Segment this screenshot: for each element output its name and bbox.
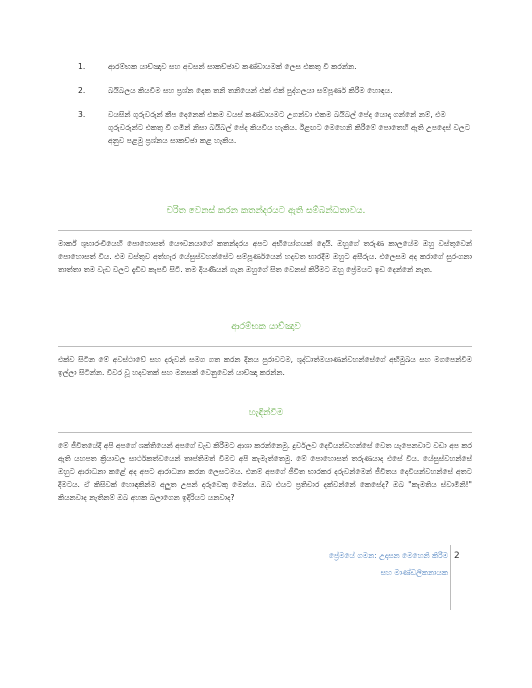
footer-subtitle: සහ මාණ්ඩලිකනායක [380,568,448,577]
section-divider [58,346,472,347]
section-heading-opening-prayer: ආරම්භක යාච්ඤාව [231,322,301,332]
list-item [74,60,474,73]
list-number: 3. [78,110,86,119]
list-text: ආරම්භක යාච්ඤාව සහ අවසන් සාකච්ඡාව කණ්ඩායමක් ලෙස එකතු වී කරන්න. [108,62,357,71]
section-body-story-connection: මාර්ක් ශුභාරංචියෙහි පොහොසත් යෞවනයාගේ කතන්දරය අපට අභියෝගයක් දෙයි. ඔහුගේ තරුණ කාලයේම ඔහු වස්තුවෙන් පොහොසත් විය. එම වස්තුව අත්හැර යේසුස්වහන්සේට සම්පූර්ණයෙන් හදවත භාරදීම ඔහුට අසීරුය. එලෙසම අද කරාගේ සුරංගනා තාත්තා තම වැඩ වලට දැඩිව කැපවී සිටී. තම දියණියන් ගැන ඔහුගේ සිත වෙනස් කිරීමට ඔහු ප්‍රේමයට ඉඩ දෙන්නේ නැත. [58,239,472,274]
footer-title: ප්‍රේමයේ ගමන: උදාසන මෙහෙනි කිරීම [328,551,448,560]
section-heading-introduction: හැඳින්වීම [248,408,284,418]
section-divider [58,432,472,433]
list-number: 1. [78,62,86,71]
page-number: 2 [454,551,460,561]
section-body-opening-prayer: එක්ව සිටින මේ අවස්ථාවේ සහ දරුවන් සමග ගත කරන දිනය පුරාවටම, ශුද්ධාත්මයාණන්වහන්සේගේ අභිමුඛය සහ මගපෙන්වීම ඉල්ලා සිටින්න. විවර වූ හදවතක් සහ මනසක් වෙනුවෙන් යාච්ඤා කරන්න. [58,355,472,377]
instruction-list [74,60,474,158]
footer-divider [450,545,451,610]
list-item [74,84,474,97]
list-number: 2. [78,86,86,95]
list-item [74,108,474,147]
section-heading-story-connection: චරිත වෙනස් කරන කතන්දරයට ඇති සම්බන්ධතාවය. [166,206,366,216]
list-text: වයසින් ගුරුවරුන් කීප දෙනෙක් එකම වයස් කණ්ඩායමට උගන්වා එකම බයිබල් පේද යොදා ගන්නේ නම්, එම ගුරුවරුන්ට එකතු වී ගමින් නිසා බයිබල් පේද කියවිය හැකිය. ඊළඟට මෙහෙනි කිරීමේ පොතෙහි ඇති උපදෙස් වලට අනුව පළමු ප්‍රශ්නය සාකච්ඡා කළ හැකිය. [108,110,471,145]
section-body-introduction: මේ ජීවිතයේදී අපි අපගේ ශක්තියෙන් අපගේ වැඩ කිරීමට ආශා කරන්නෙමු. දුර්වලව දෙවියන්වහන්සේ වෙත යැපෙනවාට වඩා අප කර ඇති යහපත ක්‍රියාවල සාර්ථකත්වයෙන් තෘප්තිමත් වීමට අපි කැමැත්තෙමු. මේ පොහොසත් තරුණයාද එසේ විය. යේසුස්වහන්සේ ඔහුට ආරාධනා කළේ අද අපට ආරාධනා කරන ලෙසටමය. එනම් අපගේ ජීවිත භාරකර දරුවන්මෙන් ජීවිතය දෙවියන්වහන්සේ අතට දීමටය. ඒ කිසිවක් හොඳකින්ම අලුත උපන් දරුවෙකු මෙන්ය. ඔබ එයට ප්‍රතිචාර දක්වන්නේ කෙසේද? ඔබ "කැමතිය ස්වාමීනි!" කියනවාද නැතිනම් ඔබ අහක බලාගෙන ඉදිරියට යනවාද? [58,441,472,502]
list-text: බයිබලය කියවීම සහ ප්‍රශ්න දෙක තනි තනියෙන් එක් එක් පුද්ගලයා සම්පූර්ණ කිරීම හොඳය. [108,86,393,95]
section-divider [58,230,472,231]
